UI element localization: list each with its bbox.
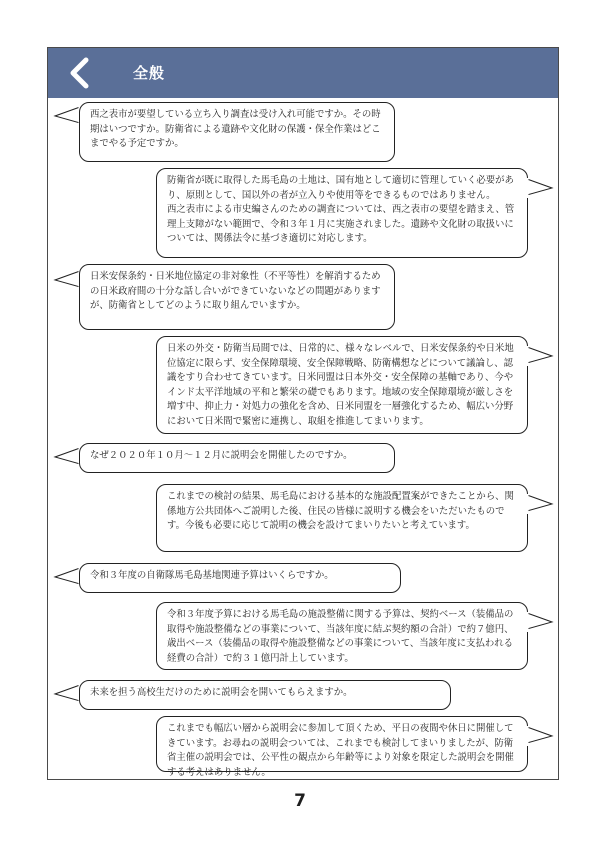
- question-bubble-tail: [54, 447, 80, 467]
- answer-bubble-tail: [527, 346, 553, 366]
- answer-bubble: 防衛省が既に取得した馬毛島の土地は、国有地として適切に管理していく必要があり、原則として、国以外の者が立入りや使用等をできるものではありません。 西之表市による市史編さんのための調査については、西之表市の要望を踏まえ、管理上支障がない範囲で、令和３年１月に実施されました。遺跡や文化財の取扱いについては、関係法令に基づき適切に対応します。: [156, 168, 528, 258]
- page-title: 全般: [133, 64, 166, 82]
- question-bubble: なぜ２０２０年１０月～１２月に説明会を開催したのですか。: [79, 443, 395, 473]
- answer-bubble: これまでの検討の結果、馬毛島における基本的な施設配置案ができたことから、関係地方公共団体へご説明した後、住民の皆様に説明する機会をいただいたものです。今後も必要に応じて説明の機会を設けてまいりたいと考えています。: [156, 484, 528, 552]
- question-bubble-tail: [54, 567, 80, 587]
- chevron-left-icon[interactable]: [66, 57, 96, 89]
- answer-bubble-tail: [527, 178, 553, 198]
- answer-bubble: 日米の外交・防衛当局間では、日常的に、様々なレベルで、日米安保条約や日米地位協定に限らず、安全保障環境、安全保障戦略、防衛構想などについて議論し、認識をすり合わせてきています。日米同盟は日本外交・安全保障の基軸であり、今やインド太平洋地域の平和と繁栄の礎でもあります。地域の安全保障環境が厳しさを増す中、抑止力・対処力の強化を含め、日米同盟を一層強化するため、幅広い分野において日米間で緊密に連携し、取組を推進してまいります。: [156, 336, 528, 434]
- question-bubble-tail: [54, 684, 80, 704]
- answer-bubble: これまでも幅広い層から説明会に参加して頂くため、平日の夜間や休日に開催してきています。お尋ねの説明会ついては、これまでも検討してまいりましたが、防衛省主催の説明会では、公平性の観点から年齢等により対象を限定した説明会を開催する考えはありません。: [156, 716, 528, 772]
- header-bar: [48, 48, 558, 98]
- question-bubble-tail: [54, 106, 80, 126]
- answer-bubble-tail: [527, 612, 553, 632]
- answer-bubble-tail: [527, 494, 553, 514]
- question-bubble: 令和３年度の自衛隊馬毛島基地関連予算はいくらですか。: [79, 563, 401, 593]
- question-bubble: 日米安保条約・日米地位協定の非対象性（不平等性）を解消するための日米政府間の十分な話し合いができていないなどの問題がありますが、防衛省としてどのように取り組んでいますか。: [79, 264, 395, 330]
- question-bubble-tail: [54, 270, 80, 290]
- answer-bubble: 令和３年度予算における馬毛島の施設整備に関する予算は、契約ベース（装備品の取得や施設整備などの事業について、当該年度に結ぶ契約額の合計）で約７億円、歳出ベース（装備品の取得や施設整備などの事業について、当該年度に支払われる経費の合計）で約３１億円計上しています。: [156, 602, 528, 670]
- answer-bubble-tail: [527, 726, 553, 746]
- page-number: 7: [294, 791, 306, 811]
- question-bubble: 未来を担う高校生だけのために説明会を開いてもらえますか。: [79, 680, 451, 710]
- question-bubble: 西之表市が要望している立ち入り調査は受け入れ可能ですか。その時期はいつですか。防衛省による遺跡や文化財の保護・保全作業はどこまでやる予定ですか。: [79, 102, 395, 162]
